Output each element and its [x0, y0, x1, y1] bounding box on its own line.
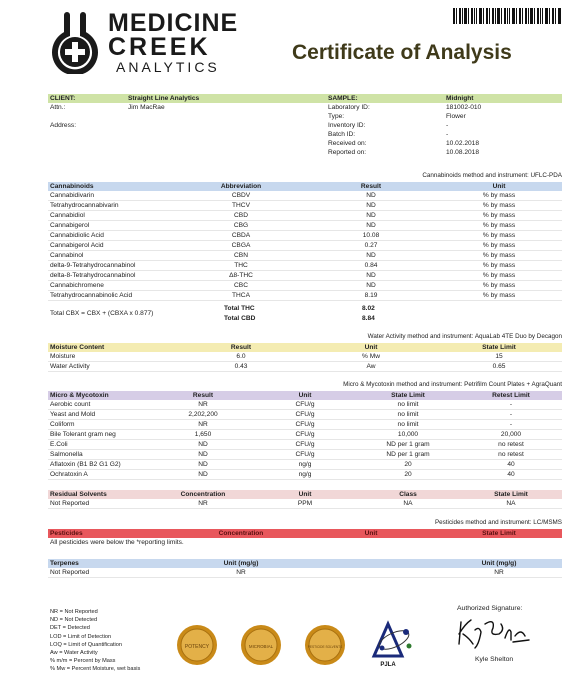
- cell: Δ8-THC: [176, 271, 306, 281]
- cell: no limit: [356, 410, 460, 420]
- pesticides-method: Pesticides method and instrument: LC/MSMS: [434, 519, 562, 526]
- field-label: [48, 139, 126, 148]
- table-row: [48, 291, 562, 301]
- col-header: Class: [356, 490, 460, 499]
- cell: CBDA: [176, 231, 306, 241]
- table-row: [48, 231, 562, 241]
- cell: 0.27: [306, 241, 436, 251]
- cell: ND: [306, 201, 436, 211]
- cell: ND per 1 gram: [356, 450, 460, 460]
- legend-item: LOQ = Limit of Quantification: [50, 641, 122, 648]
- cell: % by mass: [436, 281, 562, 291]
- table-row: [48, 241, 562, 251]
- cell: CFU/g: [254, 420, 356, 430]
- seal-text: POTENCY: [184, 644, 210, 650]
- cell: THC: [176, 261, 306, 271]
- field-value: 181002-010: [446, 104, 482, 111]
- cell: CFU/g: [254, 400, 356, 410]
- cell: CBD: [176, 211, 306, 221]
- table-row: [48, 450, 562, 460]
- total-thc-label: Total THC: [224, 305, 255, 312]
- cell: Aerobic count: [48, 400, 152, 410]
- field-value: Jim MacRae: [128, 104, 165, 111]
- field-label: Inventory ID:: [328, 122, 366, 129]
- col-header: Moisture Content: [48, 343, 176, 352]
- table-row: [48, 470, 562, 480]
- pjla-accreditation-icon: [360, 616, 420, 668]
- table-row: [48, 211, 562, 221]
- legend-item: NR = Not Reported: [50, 609, 98, 615]
- col-header: Unit: [436, 182, 562, 191]
- cell: ND: [306, 221, 436, 231]
- client-table: [48, 94, 562, 157]
- cell: no limit: [356, 400, 460, 410]
- cell: ND: [152, 460, 254, 470]
- cell: ND per 1 gram: [356, 440, 460, 450]
- moisture-method: Water Activity method and instrument: AquaLab 4TE Duo by Decagon: [367, 333, 562, 340]
- terpenes-table: [48, 559, 562, 578]
- client-label: CLIENT:: [48, 94, 126, 103]
- cell: Cannabidivarin: [48, 191, 176, 201]
- cell: NR: [436, 568, 562, 578]
- pesticides-table: [48, 529, 562, 538]
- cell: 15: [436, 352, 562, 362]
- cell: % by mass: [436, 221, 562, 231]
- field-value: 10.02.2018: [446, 140, 480, 147]
- microbial-seal-icon: [240, 624, 282, 666]
- cell: [306, 568, 436, 578]
- cell: NR: [176, 568, 306, 578]
- cell: % by mass: [436, 291, 562, 301]
- cell: delta-9-Tetrahydrocannabinol: [48, 261, 176, 271]
- document-title: Certificate of Analysis: [292, 41, 512, 64]
- logo-text-medicine: MEDICINE: [108, 9, 239, 37]
- field-label: [48, 130, 126, 139]
- solvents-header-row: [48, 490, 562, 499]
- micro-method: Micro & Mycotoxin method and instrument: Petrifilm Count Plates + AgraQuant: [343, 381, 562, 388]
- pesticides-header-row: [48, 529, 562, 538]
- cell: CFU/g: [254, 450, 356, 460]
- field-value: -: [446, 131, 449, 138]
- cell: 2,202,200: [152, 410, 254, 420]
- legend-item: Aw = Water Activity: [50, 650, 98, 657]
- cell: ND: [306, 281, 436, 291]
- cell: ND: [152, 440, 254, 450]
- sample-value: Midnight: [444, 94, 562, 103]
- col-header: State Limit: [436, 343, 562, 352]
- cell: Cannabigerol: [48, 221, 176, 231]
- cell: CBGA: [176, 241, 306, 251]
- total-thc-value: 8.02: [362, 305, 375, 312]
- client-value: Straight Line Analytics: [126, 94, 326, 103]
- table-row: [48, 400, 562, 410]
- total-cbd-value: 8.84: [362, 315, 375, 322]
- cell: Moisture: [48, 352, 176, 362]
- cell: delta-8-Tetrahydrocannabinol: [48, 271, 176, 281]
- client-row: [48, 103, 562, 112]
- cell: NA: [460, 499, 562, 509]
- cell: CFU/g: [254, 430, 356, 440]
- cell: Yeast and Mold: [48, 410, 152, 420]
- client-row: [48, 148, 562, 157]
- legend-item: LOD = Limit of Detection: [50, 633, 112, 640]
- cell: CFU/g: [254, 440, 356, 450]
- client-row: [48, 121, 562, 130]
- cell: ND: [306, 191, 436, 201]
- field-value: [126, 112, 326, 121]
- cell: ND: [152, 470, 254, 480]
- col-header: Result: [176, 343, 306, 352]
- cell: 0.65: [436, 362, 562, 372]
- cell: Cannabichromene: [48, 281, 176, 291]
- total-formula: Total CBX = CBX + (CBXA x 0.877): [50, 310, 154, 317]
- abbreviation-legend: [50, 608, 140, 674]
- client-row: [48, 139, 562, 148]
- table-row: [48, 281, 562, 291]
- col-header: Abbreviation: [176, 182, 306, 191]
- cell: 10,000: [356, 430, 460, 440]
- table-row: [48, 362, 562, 372]
- cell: Coliform: [48, 420, 152, 430]
- cell: CFU/g: [254, 410, 356, 420]
- cell: Aw: [306, 362, 436, 372]
- cell: 8.19: [306, 291, 436, 301]
- table-row: [48, 352, 562, 362]
- field-label: Attn.:: [50, 104, 66, 111]
- cell: Water Activity: [48, 362, 176, 372]
- field-value: [126, 121, 326, 130]
- table-row: [48, 440, 562, 450]
- table-row: [48, 430, 562, 440]
- signature-label: Authorized Signature:: [457, 605, 523, 612]
- legend-item: ND = Not Detected: [50, 617, 98, 624]
- col-header: Result: [152, 391, 254, 400]
- cell: THCA: [176, 291, 306, 301]
- cell: CBDV: [176, 191, 306, 201]
- moisture-table: [48, 343, 562, 372]
- col-header: Cannabinoids: [48, 182, 176, 191]
- cell: 10.08: [306, 231, 436, 241]
- col-header: [306, 559, 436, 568]
- cell: PPM: [254, 499, 356, 509]
- cell: no limit: [356, 420, 460, 430]
- col-header: Retest Limit: [460, 391, 562, 400]
- col-header: Unit: [306, 343, 436, 352]
- cell: 20: [356, 460, 460, 470]
- field-value: [126, 130, 326, 139]
- col-header: Concentration: [152, 490, 254, 499]
- col-header: Result: [306, 182, 436, 191]
- pesticide-seal-icon: [304, 624, 346, 666]
- cell: % by mass: [436, 191, 562, 201]
- seal-text: PESTICIDE SOLVENTS: [307, 645, 343, 649]
- col-header: Terpenes: [48, 559, 176, 568]
- field-label: [48, 112, 126, 121]
- table-row: [48, 251, 562, 261]
- cell: % by mass: [436, 211, 562, 221]
- cell: Ochratoxin A: [48, 470, 152, 480]
- col-header: Pesticides: [48, 529, 176, 538]
- field-label: Address:: [50, 122, 77, 129]
- col-header: Micro & Mycotoxin: [48, 391, 152, 400]
- cell: % by mass: [436, 261, 562, 271]
- micro-table: [48, 391, 562, 480]
- cell: % by mass: [436, 241, 562, 251]
- cell: no retest: [460, 440, 562, 450]
- moisture-header-row: [48, 343, 562, 352]
- table-row: [48, 191, 562, 201]
- cell: NR: [152, 499, 254, 509]
- cell: 20: [356, 470, 460, 480]
- table-row: [48, 221, 562, 231]
- pjla-text: PJLA: [380, 662, 396, 668]
- cell: -: [460, 420, 562, 430]
- cell: ng/g: [254, 470, 356, 480]
- sample-label: SAMPLE:: [326, 94, 444, 103]
- cell: -: [460, 410, 562, 420]
- logo-text-analytics: ANALYTICS: [116, 59, 220, 75]
- cell: % Mw: [306, 352, 436, 362]
- col-header: State Limit: [436, 529, 562, 538]
- client-row: [48, 112, 562, 121]
- cannabinoids-header-row: [48, 182, 562, 191]
- table-row: [48, 568, 562, 578]
- field-label: Reported on:: [328, 149, 367, 156]
- table-row: [48, 460, 562, 470]
- cell: 0.84: [306, 261, 436, 271]
- field-value: -: [446, 122, 449, 129]
- cell: NA: [356, 499, 460, 509]
- field-value: 10.08.2018: [446, 149, 480, 156]
- table-row: [48, 201, 562, 211]
- col-header: Unit: [254, 391, 356, 400]
- cell: 6.0: [176, 352, 306, 362]
- micro-header-row: [48, 391, 562, 400]
- cell: % by mass: [436, 231, 562, 241]
- field-label: [48, 148, 126, 157]
- solvents-table: [48, 490, 562, 509]
- cell: ND: [306, 271, 436, 281]
- field-label: Batch ID:: [328, 131, 356, 138]
- cannabinoids-table: [48, 182, 562, 301]
- cell: CBN: [176, 251, 306, 261]
- cell: % by mass: [436, 251, 562, 261]
- signatory-name: Kyle Shelton: [475, 656, 514, 663]
- cell: 1,650: [152, 430, 254, 440]
- cell: Not Reported: [48, 568, 176, 578]
- col-header: State Limit: [460, 490, 562, 499]
- cell: 0.43: [176, 362, 306, 372]
- col-header: Concentration: [176, 529, 306, 538]
- col-header: State Limit: [356, 391, 460, 400]
- table-row: [48, 271, 562, 281]
- total-cbd-label: Total CBD: [224, 315, 256, 322]
- cell: CBG: [176, 221, 306, 231]
- cell: E.Coli: [48, 440, 152, 450]
- cell: -: [460, 400, 562, 410]
- col-header: Unit (mg/g): [176, 559, 306, 568]
- cell: THCV: [176, 201, 306, 211]
- client-header-row: [48, 94, 562, 103]
- legend-item: % Mw = Percent Moisture, wet basis: [50, 666, 141, 673]
- cell: % by mass: [436, 201, 562, 211]
- cell: ND: [306, 251, 436, 261]
- cell: CBC: [176, 281, 306, 291]
- cell: no retest: [460, 450, 562, 460]
- cell: 40: [460, 470, 562, 480]
- field-value: [126, 139, 326, 148]
- field-label: Laboratory ID:: [328, 104, 370, 111]
- field-label: Type:: [328, 113, 345, 120]
- barcode-image: [453, 8, 561, 24]
- client-row: [48, 130, 562, 139]
- cell: ng/g: [254, 460, 356, 470]
- cell: Tetrahydrocannabivarin: [48, 201, 176, 211]
- logo-text-creek: CREEK: [108, 33, 211, 61]
- cell: Cannabidiol: [48, 211, 176, 221]
- cell: Salmonella: [48, 450, 152, 460]
- legend-item: % m/m = Percent by Mass: [50, 658, 116, 665]
- cell: % by mass: [436, 271, 562, 281]
- table-row: [48, 261, 562, 271]
- cell: Tetrahydrocannabinolic Acid: [48, 291, 176, 301]
- cell: NR: [152, 420, 254, 430]
- col-header: Unit: [306, 529, 436, 538]
- field-value: [126, 148, 326, 157]
- field-label: Received on:: [328, 140, 367, 147]
- cell: ND: [306, 211, 436, 221]
- col-header: Residual Solvents: [48, 490, 152, 499]
- cell: 40: [460, 460, 562, 470]
- cell: 20,000: [460, 430, 562, 440]
- cell: Bile Tolerant gram neg: [48, 430, 152, 440]
- cell: NR: [152, 400, 254, 410]
- pesticides-note: All pesticides were below the *reporting limits.: [50, 539, 184, 546]
- col-header: Unit (mg/g): [436, 559, 562, 568]
- field-value: Flower: [446, 113, 466, 120]
- cell: Not Reported: [48, 499, 152, 509]
- handwritten-signature: [455, 614, 531, 650]
- cell: Cannabinol: [48, 251, 176, 261]
- cannabinoids-method: Cannabinoids method and instrument: UFLC-PDA: [422, 172, 562, 179]
- cell: Cannabigerol Acid: [48, 241, 176, 251]
- flask-logo-icon: [50, 12, 100, 74]
- cell: Aflatoxin (B1 B2 G1 G2): [48, 460, 152, 470]
- table-row: [48, 410, 562, 420]
- col-header: Unit: [254, 490, 356, 499]
- table-row: [48, 499, 562, 509]
- table-row: [48, 420, 562, 430]
- cell: Cannabidiolic Acid: [48, 231, 176, 241]
- terpenes-header-row: [48, 559, 562, 568]
- potency-seal-icon: [176, 624, 218, 666]
- cell: ND: [152, 450, 254, 460]
- legend-item: DET = Detected: [50, 625, 90, 632]
- seal-text: MICROBIAL: [248, 644, 274, 649]
